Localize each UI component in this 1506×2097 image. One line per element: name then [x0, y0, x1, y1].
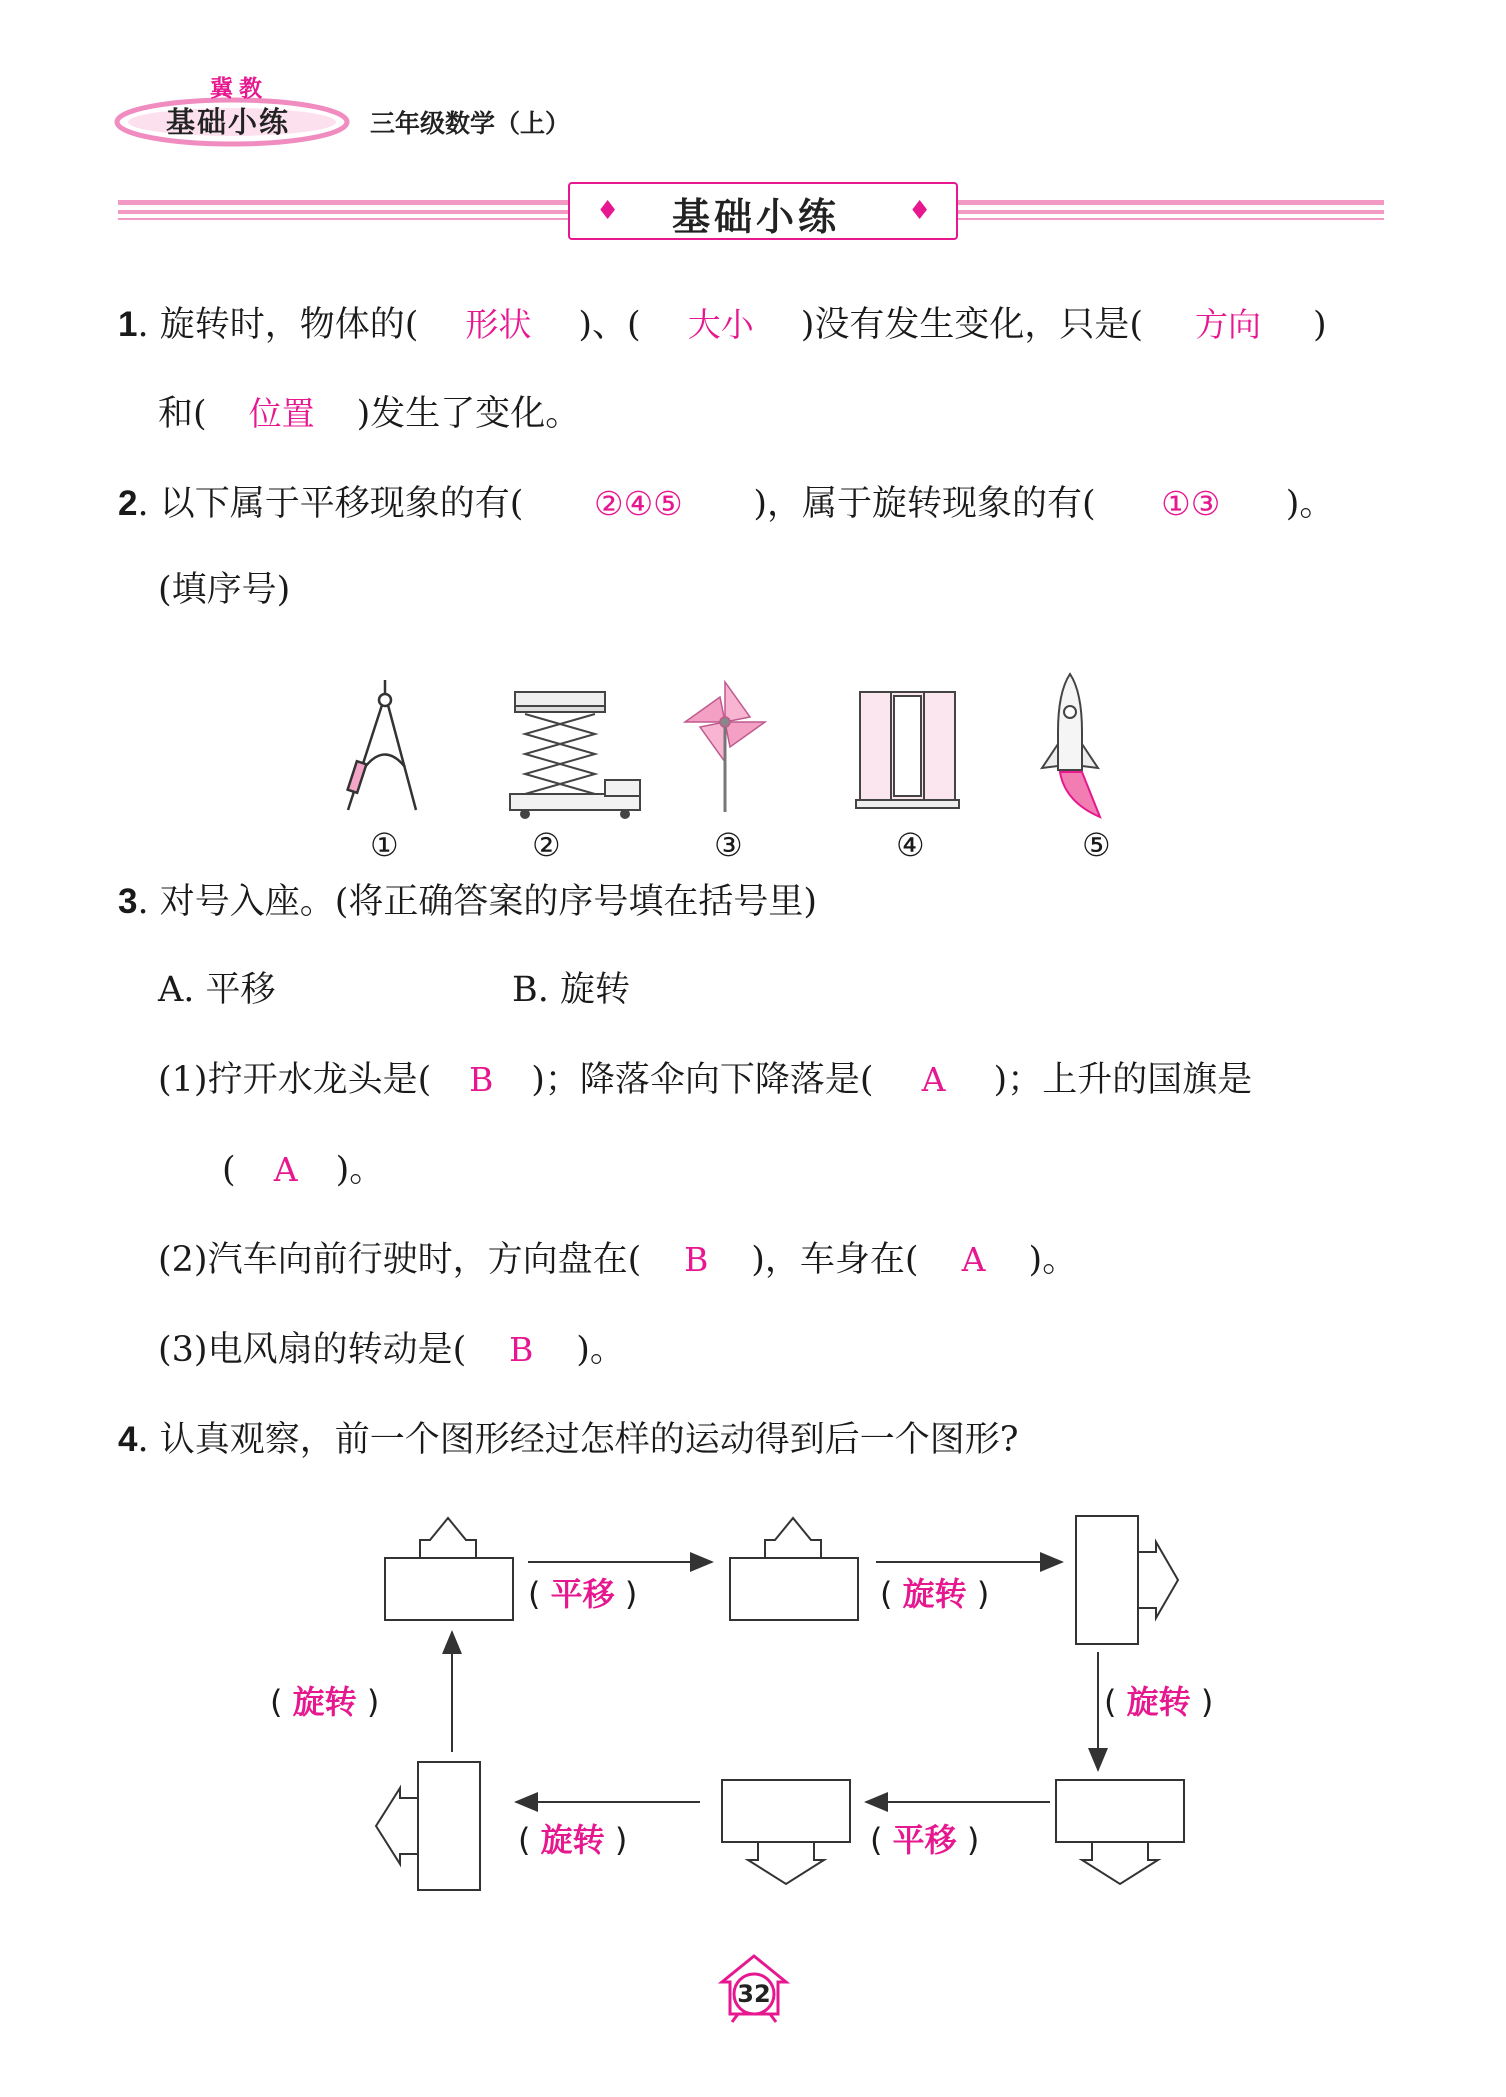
answer-blank: 大小 — [687, 305, 754, 344]
answer-blank: B — [684, 1240, 709, 1279]
question-3-part-1-cont: ( A )。 — [222, 1150, 385, 1190]
motion-label: ( 旋转 ) — [880, 1575, 990, 1613]
diamond-icon: ♦ — [908, 196, 932, 226]
option-b: B. 旋转 — [512, 970, 630, 1010]
section-title: 基础小练 — [672, 195, 841, 239]
picture-label: ④ — [896, 826, 925, 864]
answer-blank: ②④⑤ — [594, 484, 683, 523]
shape-arrow-up — [385, 1518, 513, 1620]
picture-label: ⑤ — [1082, 826, 1111, 864]
motion-label: ( 旋转 ) — [270, 1683, 380, 1721]
picture-label: ③ — [714, 826, 743, 864]
question-2-hint: (填序号) — [158, 570, 291, 610]
series-name: 基础小练 — [166, 105, 291, 139]
shape-arrow-left — [376, 1762, 480, 1890]
question-1-line-2: 和( 位置 )发生了变化。 — [158, 394, 581, 434]
question-4-title: 4. 认真观察，前一个图形经过怎样的运动得到后一个图形? — [118, 1420, 1019, 1460]
answer-blank: B — [469, 1060, 494, 1099]
series-top: 冀教 — [210, 76, 268, 102]
diamond-icon: ♦ — [596, 196, 620, 226]
shape-arrow-right — [1076, 1516, 1178, 1644]
motion-label: ( 旋转 ) — [518, 1821, 628, 1859]
question-2-line-1: 2. 以下属于平移现象的有( ②④⑤ )，属于旋转现象的有( ①③ )。 — [118, 484, 1335, 524]
page-number: 32 — [737, 1980, 771, 2008]
question-3-part-1: (1)拧开水龙头是( B )；降落伞向下降落是( A )；上升的国旗是 — [158, 1060, 1253, 1100]
answer-blank: 方向 — [1195, 305, 1262, 344]
motion-label: ( 平移 ) — [870, 1821, 980, 1859]
answer-blank: 位置 — [248, 394, 315, 433]
subtitle: 三年级数学（上） — [370, 109, 571, 138]
picture-label: ② — [532, 826, 561, 864]
motion-label: ( 旋转 ) — [1104, 1683, 1214, 1721]
shape-arrow-down — [1056, 1780, 1184, 1884]
picture-label: ① — [370, 826, 399, 864]
answer-blank: A — [961, 1240, 986, 1279]
answer-blank: 形状 — [465, 305, 532, 344]
shape-arrow-up — [730, 1518, 858, 1620]
motion-label: ( 平移 ) — [528, 1575, 638, 1613]
answer-blank: B — [509, 1330, 534, 1369]
shape-arrow-down — [722, 1780, 850, 1884]
option-a: A. 平移 — [158, 970, 276, 1010]
question-3-part-3: (3)电风扇的转动是( B )。 — [158, 1330, 625, 1370]
answer-blank: A — [921, 1060, 946, 1099]
question-3-title: 3. 对号入座。(将正确答案的序号填在括号里) — [118, 882, 818, 922]
question-1-line-1: 1. 旋转时，物体的( 形状 )、( 大小 )没有发生变化，只是( 方向 ) — [118, 305, 1327, 345]
answer-blank: A — [273, 1150, 298, 1189]
answer-blank: ①③ — [1161, 484, 1221, 523]
question-3-part-2: (2)汽车向前行驶时，方向盘在( B )，车身在( A )。 — [158, 1240, 1078, 1280]
